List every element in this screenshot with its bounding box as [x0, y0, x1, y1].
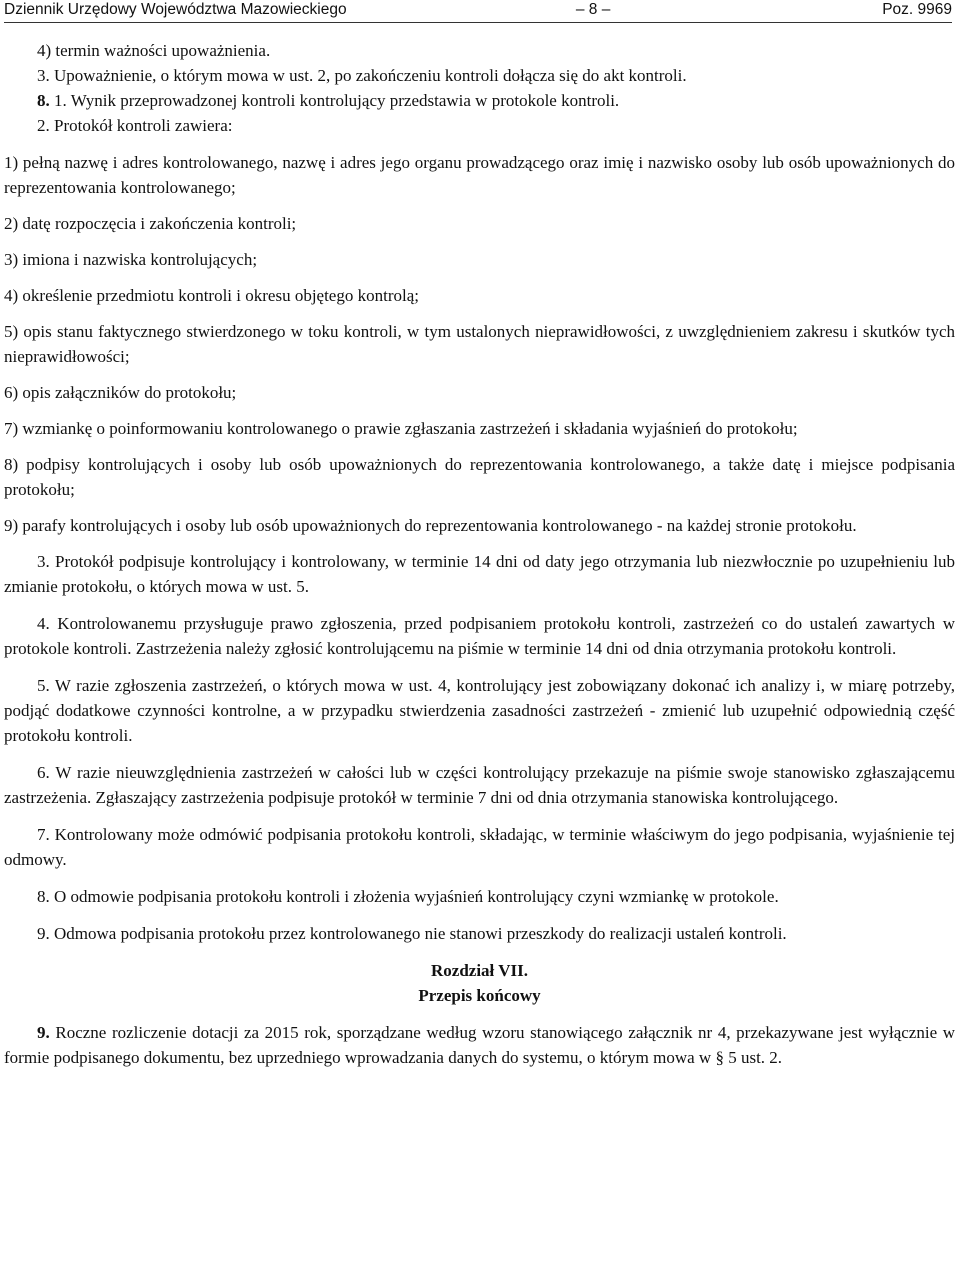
document-body: [4, 38, 955, 1070]
section-8-number: 8.: [37, 91, 50, 110]
protocol-list-item-5: 5) opis stanu faktycznego stwierdzonego w toku kontroli, w tym ustalonych nieprawidłowości, z uwzględnieniem zakresu i skutków tych nieprawidłowości;: [4, 322, 955, 366]
paragraph-s3: 3. Protokół podpisuje kontrolujący i kontrolowany, w terminie 14 dni od daty jego otrzymania lub niezwłocznie po uzupełnieniu lub zmianie protokołu, o których mowa w ust. 5.: [4, 552, 955, 596]
paragraph-s6: 6. W razie nieuwzględnienia zastrzeżeń w całości lub w części kontrolujący przekazuje na piśmie swoje stanowisko zgłaszającemu zastrzeżenia. Zgłaszający zastrzeżenia podpisuje protokół w terminie 7 dni od dnia otrzymania stanowiska kontrolującego.: [4, 763, 955, 807]
auth-item-4: 4) termin ważności upoważnienia.: [37, 41, 271, 60]
journal-title: Dziennik Urzędowy Województwa Mazowieckiego: [4, 1, 347, 18]
protocol-list-item-4: 4) określenie przedmiotu kontroli i okresu objętego kontrolą;: [4, 286, 419, 305]
protocol-list-item-6: 6) opis załączników do protokołu;: [4, 383, 237, 402]
protocol-list-item-9: 9) parafy kontrolujących i osoby lub osób upoważnionych do reprezentowania kontrolowanego - na każdej stronie protokołu.: [4, 516, 857, 535]
final-provision: [4, 1020, 955, 1070]
paragraph-s7: 7. Kontrolowany może odmówić podpisania protokołu kontroli, składając, w terminie właściwym do jego podpisania, wyjaśnienie tej odmowy.: [4, 825, 955, 869]
protocol-list-item-2: 2) datę rozpoczęcia i zakończenia kontroli;: [4, 214, 297, 233]
paragraph-s5: 5. W razie zgłoszenia zastrzeżeń, o których mowa w ust. 4, kontrolujący jest zobowiązany dokonać ich analizy i, w miarę potrzeby, podjąć dodatkowe czynności kontrolne, a w przypadku stwierdzenia zasadności zastrzeżeń - zmienić lub uzupełnić odpowiednią część protokołu kontroli.: [4, 676, 955, 745]
protocol-list-item-1: 1) pełną nazwę i adres kontrolowanego, nazwę i adres jego organu prowadzącego oraz imię i nazwisko osoby lub osób upoważnionych do reprezentowania kontrolowanego;: [4, 153, 955, 197]
paragraph-s9: 9. Odmowa podpisania protokołu przez kontrolowanego nie stanowi przeszkody do realizacji ustaleń kontroli.: [37, 924, 787, 943]
chapter-subtitle: Przepis końcowy: [418, 986, 541, 1005]
page-header: [4, 0, 952, 23]
final-provision-text: Roczne rozliczenie dotacji za 2015 rok, sporządzane według wzoru stanowiącego załącznik nr 4, przekazywane jest wyłącznie w formie podpisanego dokumentu, bez uprzedniego wprowadzania danych do systemu, o którym mowa w § 5 ust. 2.: [4, 1023, 955, 1067]
section-8-text: 1. Wynik przeprowadzonej kontroli kontrolujący przedstawia w protokole kontroli.: [49, 91, 620, 110]
chapter-title: Rozdział VII.: [431, 961, 528, 980]
protocol-list-item-3: 3) imiona i nazwiska kontrolujących;: [4, 250, 258, 269]
paragraph-3: 3. Upoważnienie, o którym mowa w ust. 2, po zakończeniu kontroli dołącza się do akt kontroli.: [37, 66, 687, 85]
protocol-list-item-8: 8) podpisy kontrolujących i osoby lub osób upoważnionych do reprezentowania kontrolowanego, a także datę i miejsce podpisania protokołu;: [4, 455, 955, 499]
paragraph-s4: 4. Kontrolowanemu przysługuje prawo zgłoszenia, przed podpisaniem protokołu kontroli, zastrzeżeń co do ustaleń zawartych w protokole kontroli. Zastrzeżenia należy zgłosić kontrolującemu na piśmie w terminie 14 dni od dnia otrzymania protokołu kontroli.: [4, 614, 955, 658]
page-number: – 8 –: [575, 1, 611, 18]
section-8-point-2: 2. Protokół kontroli zawiera:: [37, 116, 233, 135]
protocol-list-item-7: 7) wzmiankę o poinformowaniu kontrolowanego o prawie zgłaszania zastrzeżeń i składania wyjaśnień do protokołu;: [4, 419, 798, 438]
position-number: Poz. 9969: [882, 1, 952, 18]
final-provision-number: 9.: [37, 1023, 50, 1042]
section-8-intro: [4, 88, 955, 113]
paragraph-s8: 8. O odmowie podpisania protokołu kontroli i złożenia wyjaśnień kontrolujący czyni wzmiankę w protokole.: [37, 887, 779, 906]
